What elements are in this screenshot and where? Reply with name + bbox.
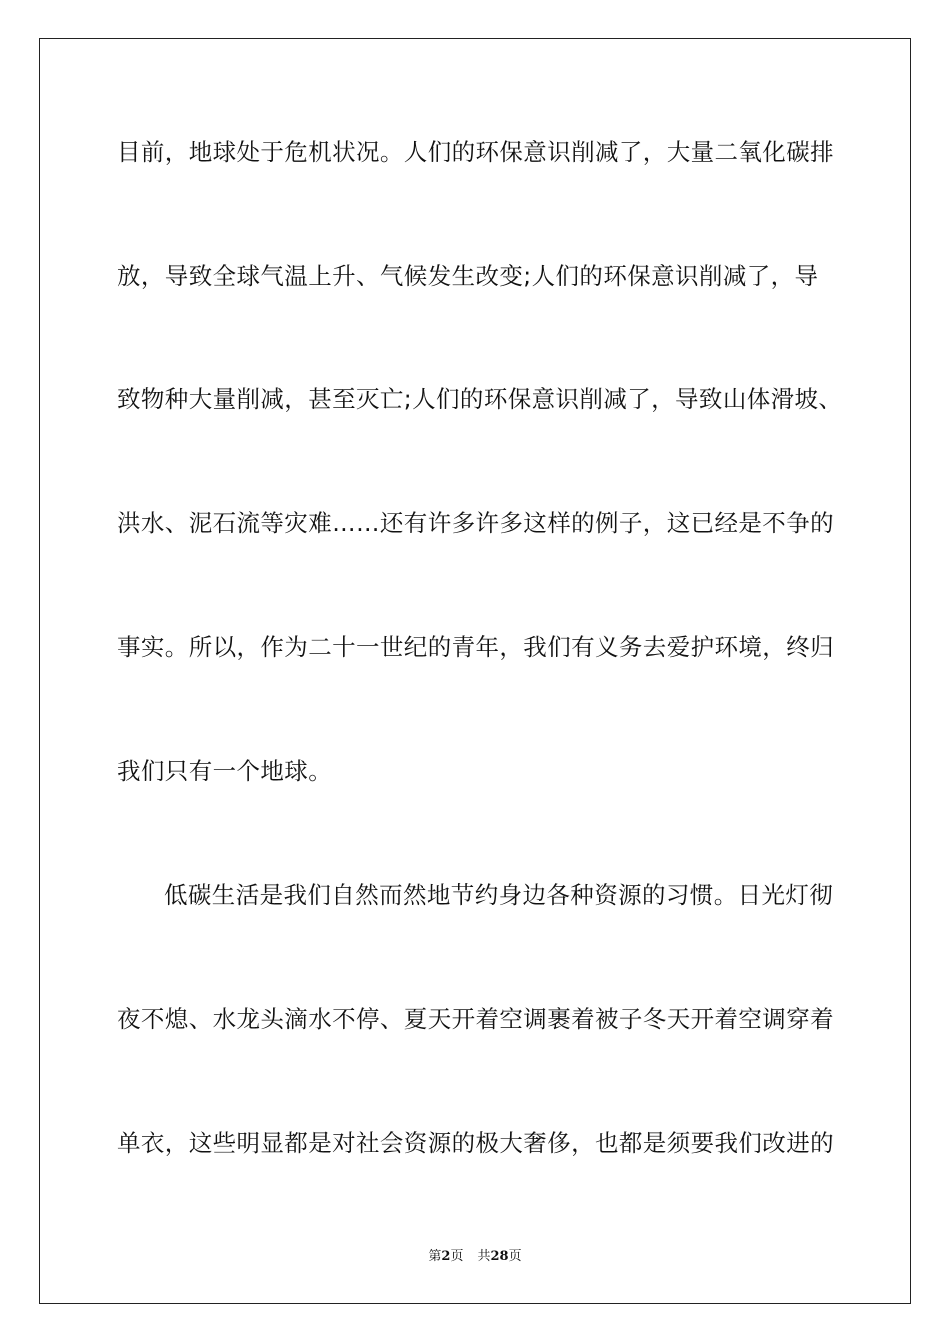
paragraph-line-7: 低碳生活是我们自然而然地节约身边各种资源的习惯。日光灯彻 [164, 881, 834, 909]
page-suffix: 页 [450, 1249, 464, 1264]
page-prefix: 第 [428, 1249, 442, 1264]
total-prefix: 共 [477, 1249, 491, 1264]
paragraph-line-5: 事实。所以，作为二十一世纪的青年，我们有义务去爱护环境，终归 [117, 633, 834, 661]
paragraph-line-4: 洪水、泥石流等灾难……还有许多许多这样的例子，这已经是不争的 [117, 509, 834, 537]
paragraph-line-3: 致物种大量削减，甚至灭亡;人们的环保意识削减了，导致山体滑坡、 [117, 385, 843, 413]
page-border [39, 38, 911, 1304]
total-pages: 28 [490, 1249, 509, 1264]
total-suffix: 页 [508, 1249, 522, 1264]
paragraph-line-8: 夜不熄、水龙头滴水不停、夏天开着空调裹着被子冬天开着空调穿着 [117, 1005, 834, 1033]
page-number: 2 [441, 1249, 451, 1264]
paragraph-line-9: 单衣，这些明显都是对社会资源的极大奢侈，也都是须要我们改进的 [117, 1129, 834, 1157]
page-footer [0, 1248, 950, 1266]
paragraph-line-2: 放，导致全球气温上升、气候发生改变;人们的环保意识削减了，导 [117, 262, 819, 290]
paragraph-line-1: 目前，地球处于危机状况。人们的环保意识削减了，大量二氧化碳排 [117, 138, 834, 166]
paragraph-line-6: 我们只有一个地球。 [117, 757, 333, 785]
